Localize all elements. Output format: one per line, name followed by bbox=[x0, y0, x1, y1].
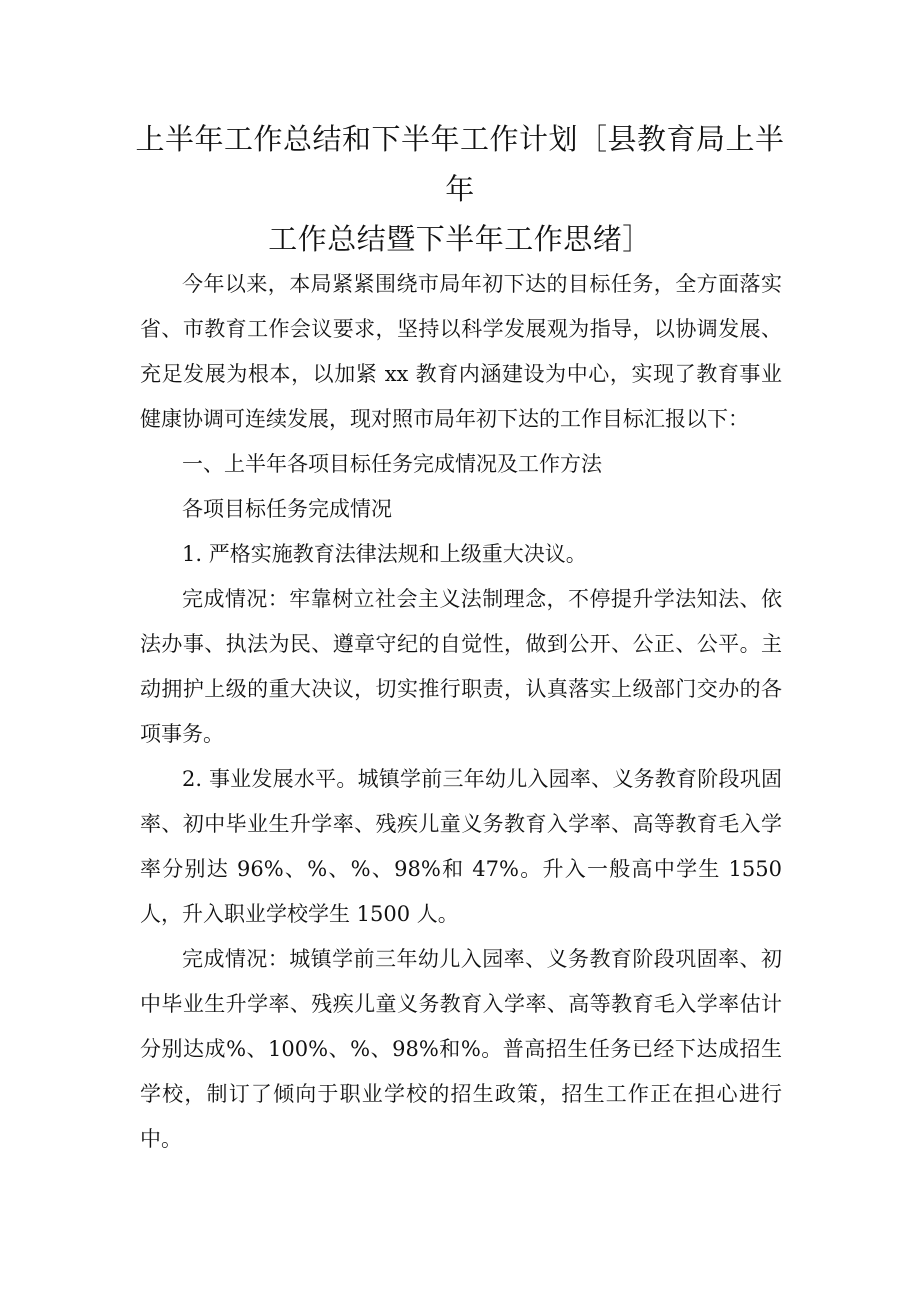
item-2-heading: 2. 事业发展水平。城镇学前三年幼儿入园率、义务教育阶段巩固率、初中毕业生升学率、残疾儿童义务教育入学率、高等教育毛入学率分别达 96%、%、%、98%和 47%。升入一般高中学生 1550 人，升入职业学校学生 1500 人。 bbox=[140, 767, 782, 926]
paragraph-intro: 今年以来，本局紧紧围绕市局年初下达的目标任务，全方面落实省、市教育工作会议要求，坚持以科学发展观为指导，以协调发展、充足发展为根本，以加紧 xx 教育内涵建设为中心，实现了教育事业健康协调可连续发展，现对照市局年初下达的工作目标汇报以下： bbox=[140, 272, 782, 431]
document-title bbox=[130, 114, 790, 264]
item-1-heading: 1. 严格实施教育法律法规和上级重大决议。 bbox=[182, 542, 587, 566]
section-heading-1: 一、上半年各项目标任务完成情况及工作方法 bbox=[182, 452, 602, 476]
item-2-completion: 完成情况：城镇学前三年幼儿入园率、义务教育阶段巩固率、初中毕业生升学率、残疾儿童义务教育入学率、高等教育毛入学率估计分别达成%、100%、%、98%和%。普高招生任务已经下达成招生学校，制订了倾向于职业学校的招生政策，招生工作正在担心进行中。 bbox=[140, 947, 782, 1151]
document-body bbox=[140, 262, 782, 1162]
subsection-heading: 各项目标任务完成情况 bbox=[182, 497, 392, 521]
item-1-completion: 完成情况：牢靠树立社会主义法制理念，不停提升学法知法、依法办事、执法为民、遵章守纪的自觉性，做到公开、公正、公平。主动拥护上级的重大决议，切实推行职责，认真落实上级部门交办的各项事务。 bbox=[140, 587, 782, 746]
title-line-1: 上半年工作总结和下半年工作计划［县教育局上半年 bbox=[135, 122, 785, 206]
title-line-2: 工作总结暨下半年工作思绪］ bbox=[268, 222, 652, 256]
